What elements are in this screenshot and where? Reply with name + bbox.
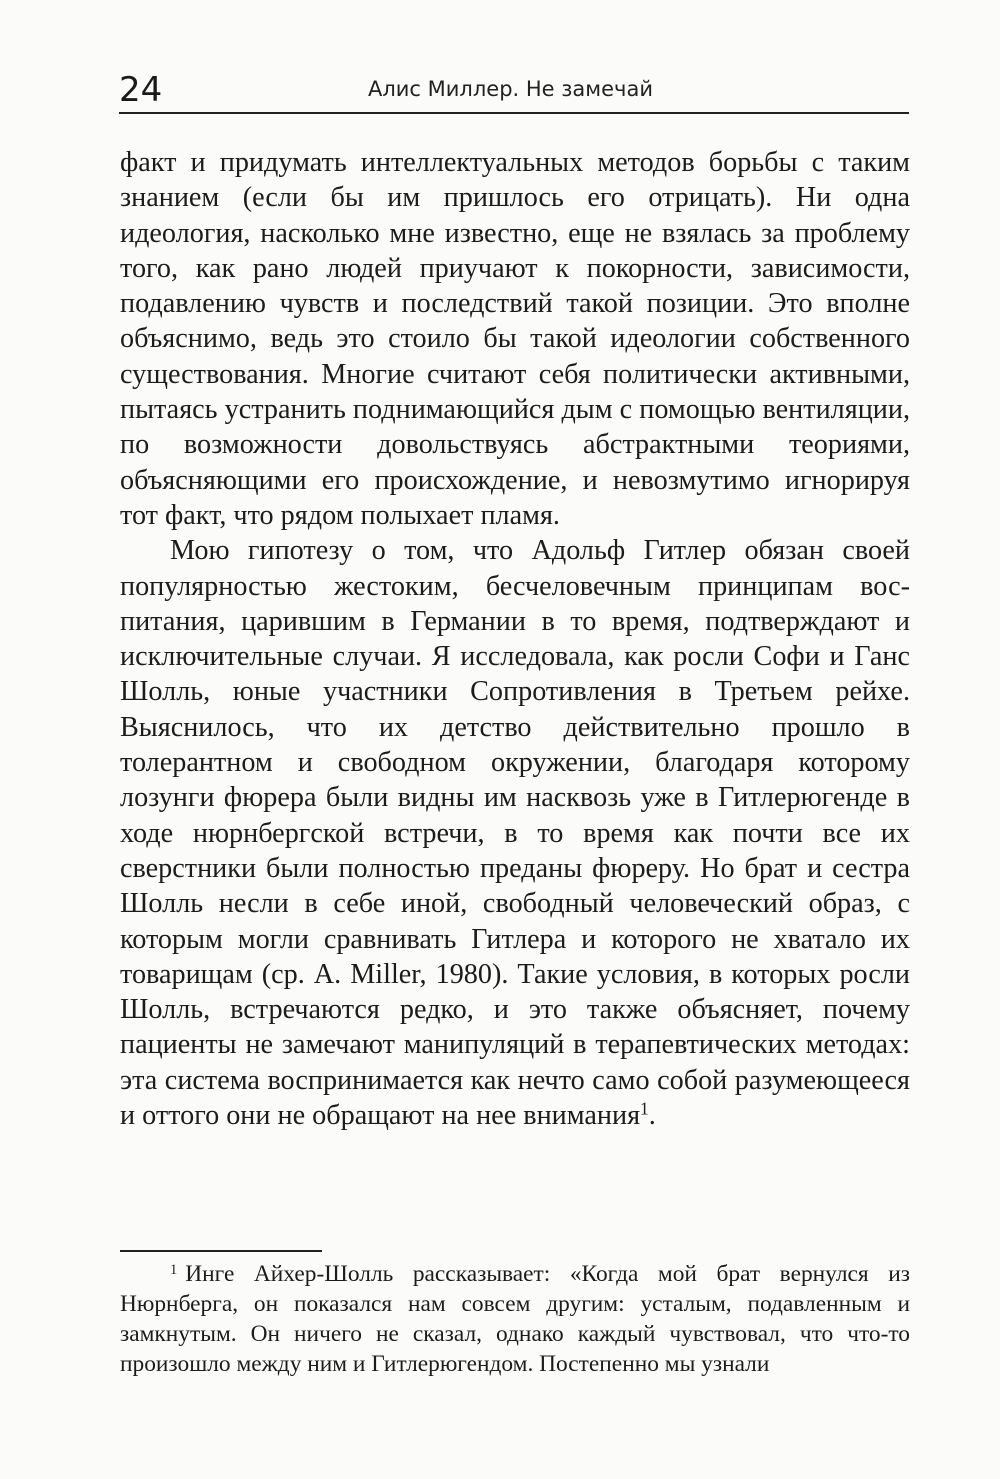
footnote-separator [120,1250,322,1252]
page-number: 24 [119,70,163,110]
running-title: Алис Миллер. Не замечай [368,77,653,101]
running-header [119,68,909,114]
paragraph-2-text: Мою гипотезу о том, что Адольф Гитлер обязан своей популярностью жестоким, бесчеловечным принципам воспитания, царившим в Германии в то время, подтверждают и исключительные случаи. Я исследовала, как росли Софи и Ганс Шолль, юные участники Сопротивления в Третьем рейхе. Выяснилось, что их детство действительно прошло в толерантном и свободном окружении, благодаря которому лозунги фюрера были видны им насквозь уже в Гитлерюгенде в ходе нюрнбергской встречи, в то время как почти все их сверстники были полностью преданы фюреру. Но брат и сестра Шолль несли в себе иной, свободный человеческий образ, с которым могли сравнивать Гитлера и которого не хватало их товарищам (ср. A. Miller, 1980). Такие условия, в которых росли Шолль, встречаются редко, и это также объясняет, почему пациенты не замечают манипуляций в терапевтических методах: эта система воспринимается как нечто само собой разумеющееся и оттого они не обращают на нее внимания [120,535,910,1132]
footnote-text: Инге Айхер-Шолль рассказывает: «Когда мой брат вернулся из Нюрнберга, он показался нам совсем другим: усталым, подавленным и замкнутым. Он ничего не сказал, однако каждый чувствовал, что что-то произошло между ним и Гитлерюгендом. Постепенно мы узнали [120,1261,910,1377]
footnote [120,1259,910,1379]
footnote-number: 1 [170,1261,178,1278]
paragraph-2: Мою гипотезу о том, что Адольф Гитлер обязан своей популярностью жестоким, бесчеловечным принципам воспитания, царившим в Германии в то время, подтверждают и исключительные случаи. Я исследовала, как росли Софи и Ганс Шолль, юные участники Сопротивления в Третьем рейхе. Выяснилось, что их детство действительно прошло в толерантном и свободном окружении, благодаря которому лозунги фюрера были видны им насквозь уже в Гитлерюгенде в ходе нюрнбергской встречи, в то время как почти все их сверстники были полностью преданы фюреру. Но брат и сестра Шолль несли в себе иной, свободный человеческий образ, с которым могли сравнивать Гитлера и которого не хватало их товарищам (ср. A. Miller, 1980). Такие условия, в которых росли Шолль, встречаются редко, и это также объясняет, почему пациенты не замечают манипуляций в терапевтических методах: эта система воспринимается как нечто само собой разумеющееся и оттого они не обращают на нее внимания$^1$. [120,535,910,1132]
main-text [120,145,910,1133]
paragraph-1: факт и придумать интеллектуальных методов борьбы с таким знанием (если бы им пришлось его отрицать). Ни одна идеология, насколько мне известно, еще не взялась за проблему того, как рано людей приучают к покорности, зависимости, подавлению чувств и последствий такой позиции. Это вполне объяснимо, ведь это стоило бы такой идеологии собственного существования. Многие считают себя политически активными, пытаясь устранить поднимающийся дым с помощью вентиляции, по возможности довольствуясь абстрактными теориями, объясняющими его происхождение, и невозмутимо игнорируя тот факт, что рядом полыхает пламя. [120,147,910,531]
footnote-reference[interactable]: 1 [640,1098,649,1119]
